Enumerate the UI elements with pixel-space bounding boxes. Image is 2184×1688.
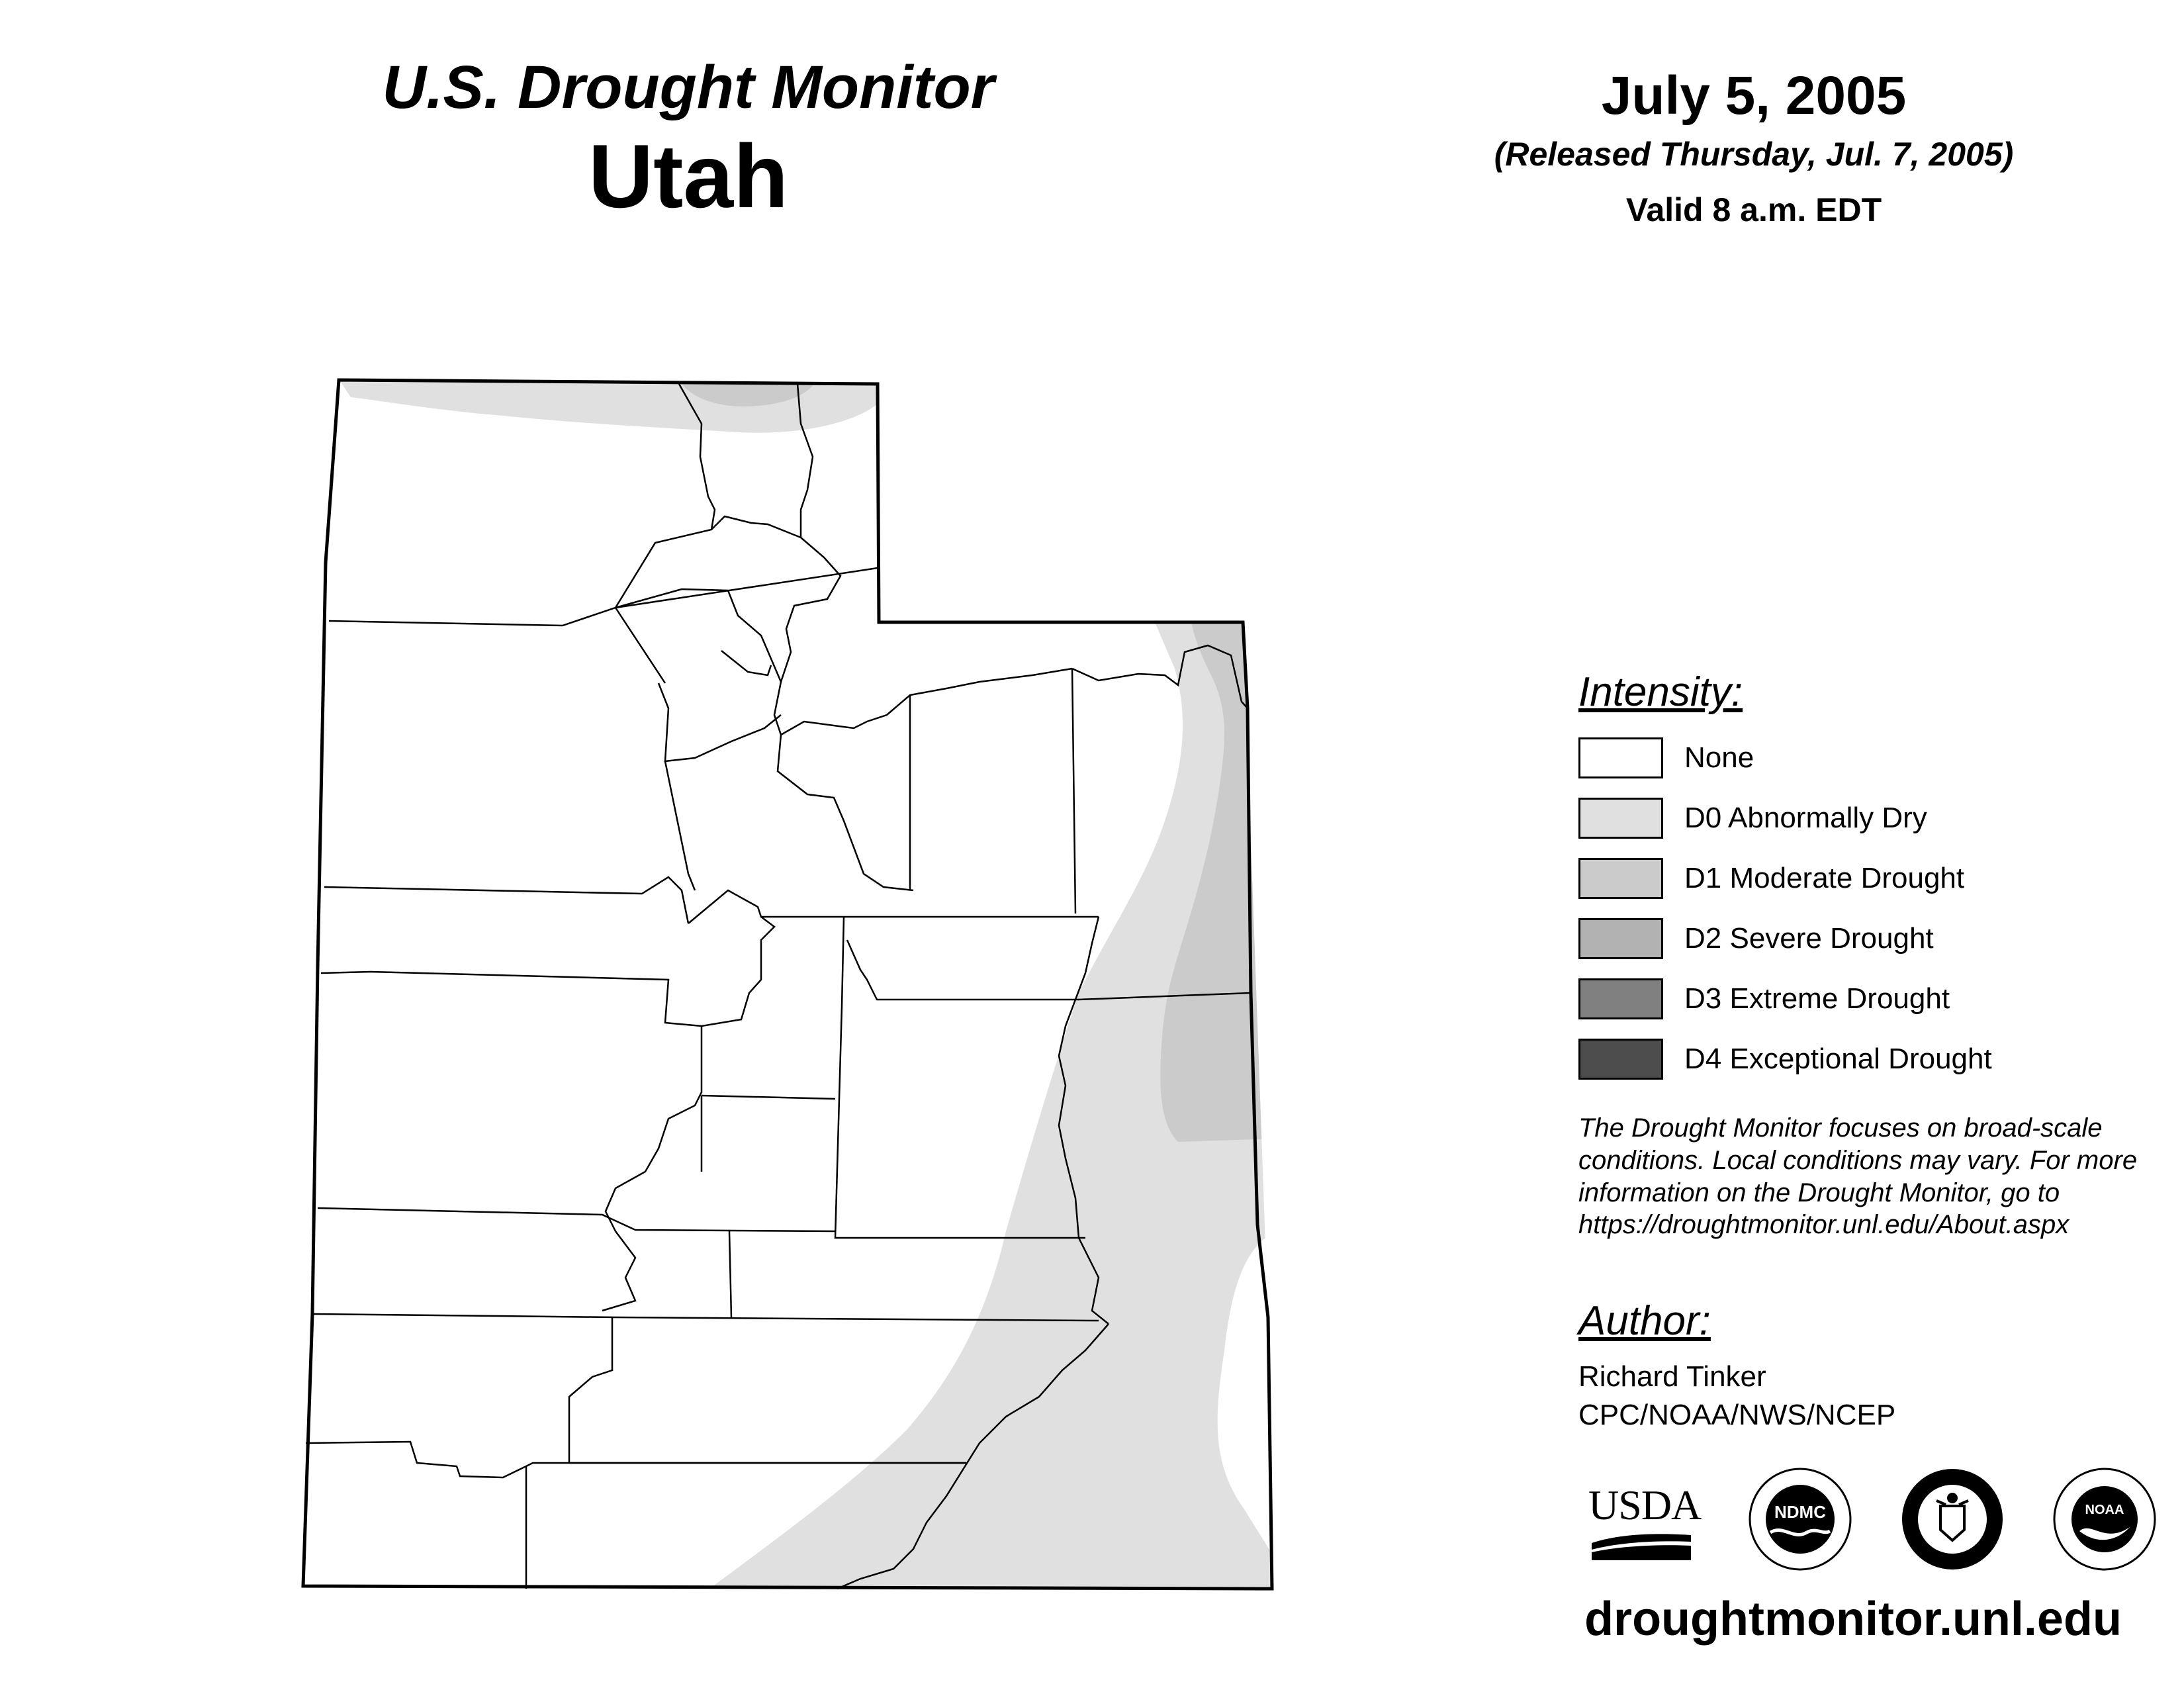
noaa-logo-text: NOAA (2085, 1503, 2124, 1517)
ndmc-logo-text: NDMC (1774, 1502, 1826, 1522)
legend-label: D0 Abnormally Dry (1684, 802, 1927, 834)
legend-label: D2 Severe Drought (1684, 922, 1934, 955)
release-note: (Released Thursday, Jul. 7, 2005) (1494, 136, 2014, 173)
legend-item-d0 (1578, 796, 2174, 841)
legend-swatch (1578, 1039, 1663, 1080)
legend-swatch (1578, 978, 1663, 1019)
legend-title: Intensity: (1578, 669, 1743, 715)
legend-label: D3 Extreme Drought (1684, 982, 1950, 1015)
legend-swatch (1578, 858, 1663, 899)
site-url[interactable]: droughtmonitor.unl.edu (1584, 1593, 2122, 1646)
state-name: Utah (588, 125, 789, 226)
author-heading: Author: (1578, 1298, 1711, 1344)
legend-swatch (1578, 798, 1663, 839)
legend-label: D4 Exceptional Drought (1684, 1043, 1992, 1075)
valid-time: Valid 8 a.m. EDT (1625, 191, 1882, 229)
legend-item-d3 (1578, 976, 2174, 1021)
usda-logo (1588, 1481, 1701, 1567)
author-affiliation: CPC/NOAA/NWS/NCEP (1578, 1399, 1896, 1432)
disclaimer-text: The Drought Monitor focuses on broad-scale conditions. Local conditions may vary. For more information on the Drought Monitor, go to https://droughtmonitor.unl.edu/About.aspx (1578, 1113, 2138, 1240)
legend-swatch (1578, 737, 1663, 778)
legend-item-d1 (1578, 856, 2174, 901)
legend-rows (1578, 735, 2174, 1082)
author-name: Richard Tinker (1578, 1360, 1766, 1393)
noaa-logo (2052, 1466, 2158, 1572)
legend-swatch (1578, 918, 1663, 959)
logo-row (1588, 1466, 2164, 1579)
legend-label: D1 Moderate Drought (1684, 862, 1965, 894)
usda-swoosh-icon (1588, 1530, 1694, 1563)
product-title: U.S. Drought Monitor (382, 54, 995, 121)
author-block (1578, 1297, 2174, 1434)
ndmc-logo (1747, 1466, 1853, 1572)
legend-item-d4 (1578, 1037, 2174, 1082)
legend-label: None (1684, 741, 1754, 774)
commerce-seal-icon (1899, 1466, 2005, 1572)
legend (1578, 669, 2174, 1097)
legend-item-d2 (1578, 916, 2174, 961)
map-date: July 5, 2005 (1601, 66, 1907, 126)
legend-item-none (1578, 735, 2174, 780)
usda-logo-text: USDA (1588, 1481, 1702, 1528)
